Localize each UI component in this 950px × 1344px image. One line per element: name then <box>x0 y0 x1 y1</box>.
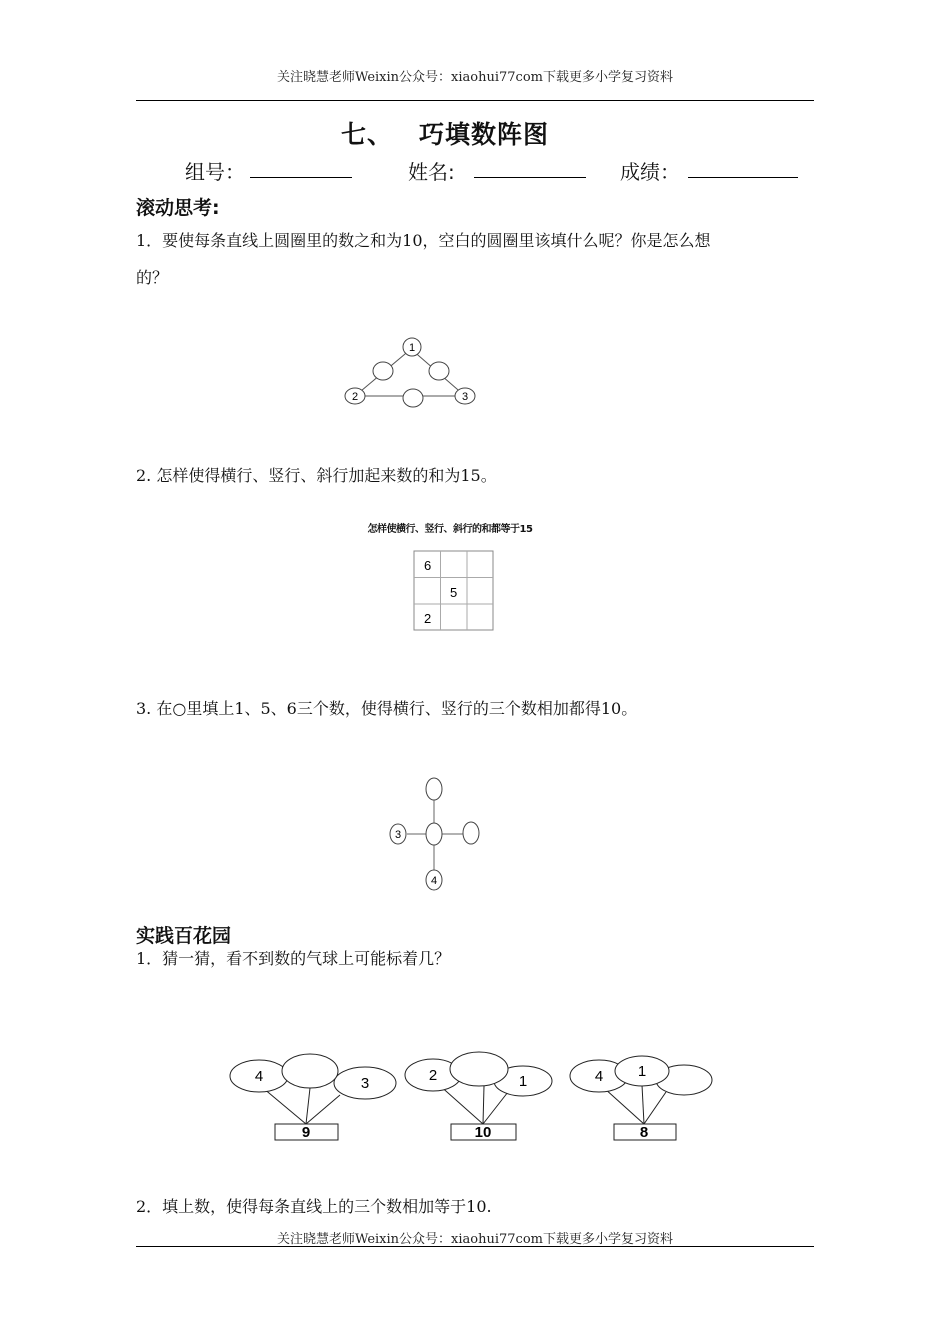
cross-number-left: 3 <box>394 829 402 841</box>
page-title <box>0 115 890 151</box>
question-1-line-1: 1．要使每条直线上圆圈里的数之和为10，空白的圆圈里该填什么呢？你是怎么想 <box>136 231 711 250</box>
question-1-text <box>136 222 826 296</box>
score-blank[interactable] <box>688 177 798 178</box>
question-2-text: 2. 怎样使得横行、竖行、斜行加起来数的和为15。 <box>136 466 497 485</box>
header-note: 关注晓慧老师Weixin公众号：xiaohui77com下载更多小学复习资料 <box>277 70 673 85</box>
cross-blank-circle-top[interactable] <box>426 778 442 800</box>
grid-cell-r1c1: 6 <box>424 558 432 573</box>
balloon-group-2 <box>400 1048 570 1145</box>
title-number: 七、 <box>340 120 393 149</box>
name-label: 姓名: <box>408 160 455 184</box>
balloon-middle-unknown[interactable] <box>450 1052 508 1086</box>
score-label: 成绩： <box>620 160 680 184</box>
balloon-string <box>306 1095 340 1124</box>
practice-question-2-text: 2．填上数，使得每条直线上的三个数相加等于10. <box>136 1197 492 1216</box>
cross-blank-circle-right[interactable] <box>463 822 479 844</box>
section-heading-rolling-thinking: 滚动思考: <box>136 197 220 219</box>
triangle-number-top: 1 <box>408 342 416 354</box>
balloon-left-number: 4 <box>594 1068 604 1085</box>
title-text: 巧填数阵图 <box>419 120 550 149</box>
cross-number-bottom: 4 <box>430 875 438 887</box>
balloon-string <box>306 1088 310 1124</box>
balloon-middle-number: 1 <box>637 1063 647 1080</box>
section-heading-practice-garden: 实践百花园 <box>136 925 232 947</box>
footer-rule <box>136 1246 814 1247</box>
question-1-line-2: 的？ <box>136 268 169 287</box>
grid-cell-r3c1: 2 <box>424 611 432 626</box>
balloon-string <box>483 1092 508 1124</box>
triangle-number-bottom-left: 2 <box>351 391 359 403</box>
name-blank[interactable] <box>474 177 586 178</box>
balloon-total-number: 8 <box>639 1124 649 1141</box>
balloon-total-number: 9 <box>301 1124 311 1141</box>
practice-question-1-text: 1．猜一猜，看不到数的气球上可能标着几？ <box>136 949 451 968</box>
magic-square-caption: 怎样使横行、竖行、斜行的和都等于15 <box>367 524 533 535</box>
cross-blank-circle-center[interactable] <box>426 823 442 845</box>
magic-square-grid <box>412 549 496 633</box>
balloon-string <box>642 1085 644 1124</box>
triangle-blank-circle-left[interactable] <box>373 362 393 380</box>
question-3-text: 3. 在○里填上1、5、6三个数，使得横行、竖行的三个数相加都得10。 <box>136 699 638 718</box>
balloon-string <box>483 1086 484 1124</box>
header-rule <box>136 100 814 101</box>
balloon-total-number: 10 <box>474 1124 492 1141</box>
balloon-left-number: 2 <box>428 1067 438 1084</box>
triangle-blank-circle-bottom[interactable] <box>403 389 423 407</box>
balloon-string <box>604 1088 644 1124</box>
group-blank[interactable] <box>250 177 352 178</box>
triangle-number-bottom-right: 3 <box>461 391 469 403</box>
balloon-string <box>644 1092 666 1124</box>
grid-cell-r2c2: 5 <box>450 585 458 600</box>
footer-note: 关注晓慧老师Weixin公众号：xiaohui77com下载更多小学复习资料 <box>277 1232 673 1247</box>
balloon-right-number: 3 <box>360 1075 370 1092</box>
triangle-blank-circle-right[interactable] <box>429 362 449 380</box>
balloon-group-3 <box>566 1050 721 1145</box>
balloon-string <box>263 1088 306 1124</box>
cross-diagram <box>385 772 485 897</box>
triangle-diagram <box>330 330 490 420</box>
group-label: 组号： <box>185 160 245 184</box>
balloon-left-number: 4 <box>254 1068 264 1085</box>
balloon-group-1 <box>228 1050 398 1145</box>
balloon-middle-unknown[interactable] <box>282 1054 338 1088</box>
balloon-right-number: 1 <box>518 1073 528 1090</box>
